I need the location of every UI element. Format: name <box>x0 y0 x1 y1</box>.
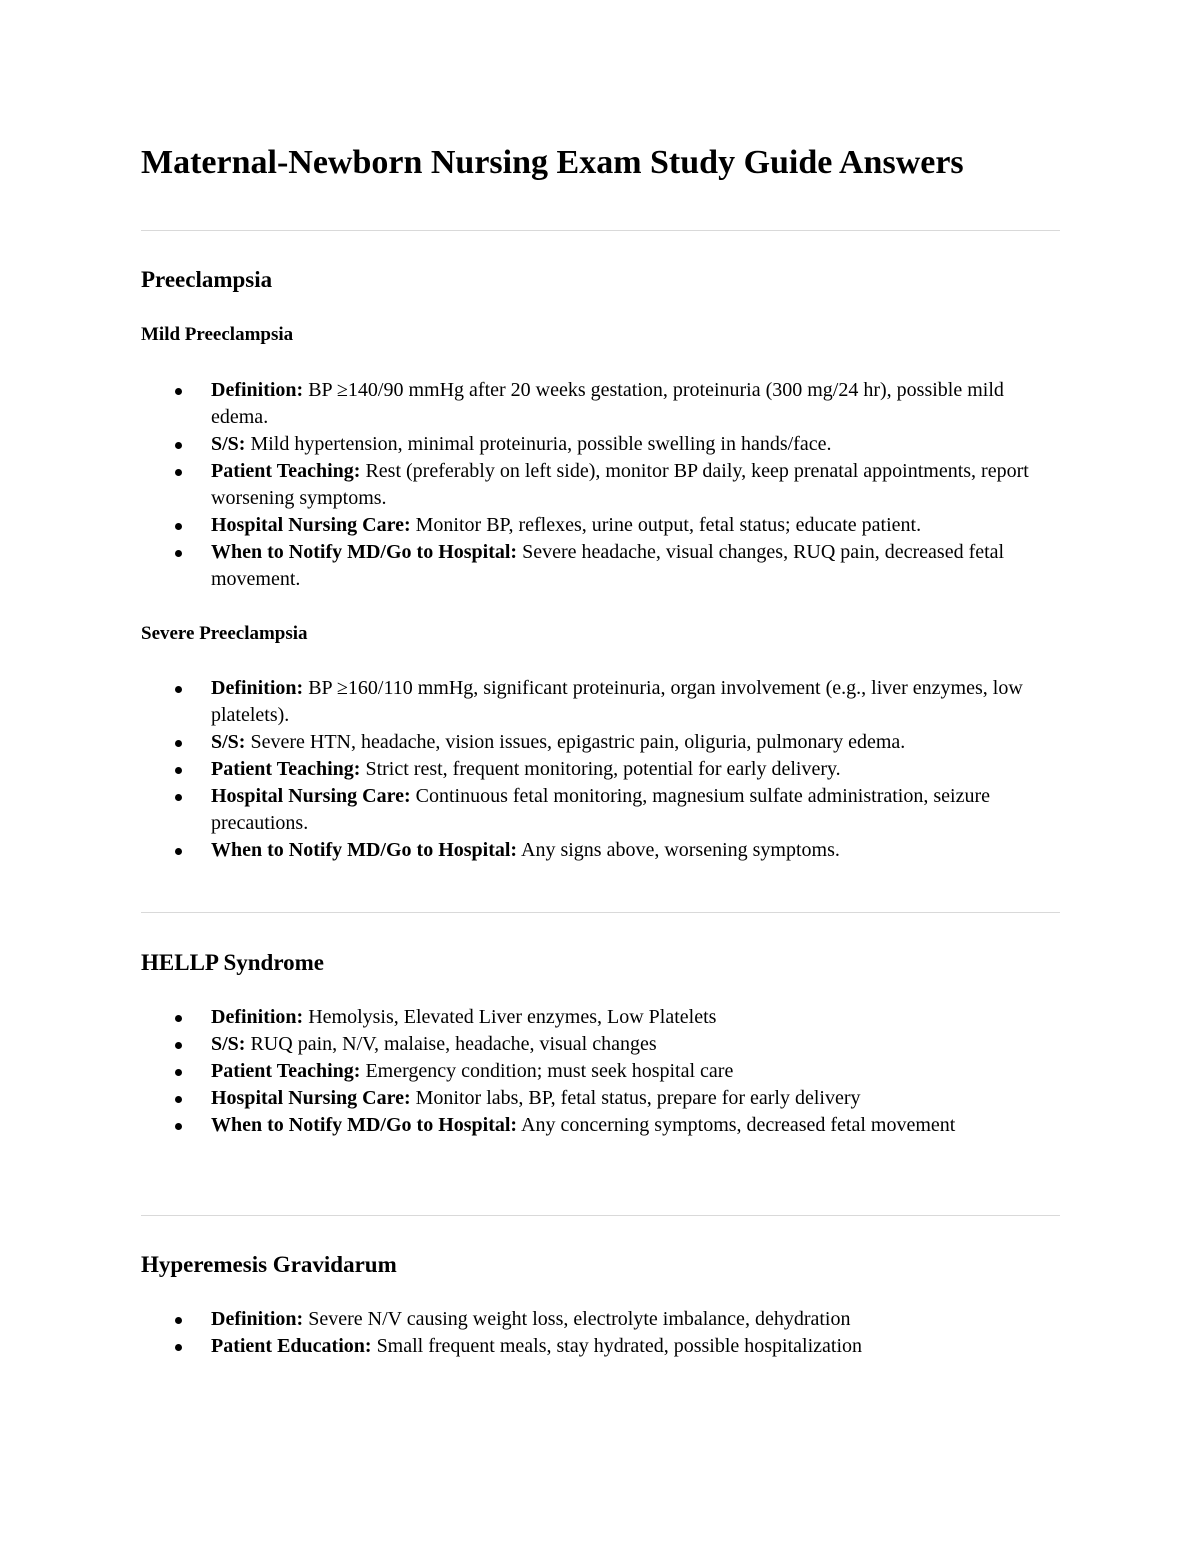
list-item <box>141 837 1061 864</box>
item-text: Mild hypertension, minimal proteinuria, possible swelling in hands/face. <box>250 433 832 455</box>
item-label: S/S: <box>211 433 246 455</box>
hyperemesis-list <box>141 1306 1060 1360</box>
subheading-mild-preeclampsia: Mild Preeclampsia <box>141 324 294 345</box>
item-text: RUQ pain, N/V, malaise, headache, visual changes <box>250 1033 657 1055</box>
list-item <box>141 1004 1061 1031</box>
item-text: Rest (preferably on left side), monitor BP daily, keep prenatal appointments, report worsening symptoms. <box>211 460 1029 509</box>
list-item <box>141 675 1061 729</box>
item-text: Severe N/V causing weight loss, electrolyte imbalance, dehydration <box>308 1308 851 1330</box>
section-heading-hellp: HELLP Syndrome <box>141 950 324 975</box>
list-item <box>141 1333 1061 1360</box>
item-label: Patient Teaching: <box>211 1060 361 1082</box>
item-text: Strict rest, frequent monitoring, potential for early delivery. <box>365 758 841 780</box>
item-label: Hospital Nursing Care: <box>211 1087 411 1109</box>
item-text: Monitor BP, reflexes, urine output, fetal status; educate patient. <box>415 514 922 536</box>
item-text: Severe headache, visual changes, RUQ pain, decreased fetal movement. <box>211 541 1005 590</box>
list-item <box>141 377 1061 431</box>
item-text: Hemolysis, Elevated Liver enzymes, Low Platelets <box>308 1006 717 1028</box>
item-text: Monitor labs, BP, fetal status, prepare for early delivery <box>415 1087 861 1109</box>
item-label: When to Notify MD/Go to Hospital: <box>211 839 518 861</box>
item-label: Hospital Nursing Care: <box>211 785 411 807</box>
list-item <box>141 1085 1061 1112</box>
page-title: Maternal-Newborn Nursing Exam Study Guide Answers <box>141 144 964 181</box>
list-item <box>141 539 1061 593</box>
item-text: BP ≥140/90 mmHg after 20 weeks gestation, proteinuria (300 mg/24 hr), possible mild edema. <box>211 379 1004 428</box>
divider <box>141 230 1060 231</box>
list-item <box>141 1112 1061 1139</box>
hellp-list <box>141 1004 1060 1139</box>
item-label: Definition: <box>211 677 304 699</box>
item-label: S/S: <box>211 731 246 753</box>
list-item <box>141 458 1061 512</box>
list-item <box>141 729 1061 756</box>
item-label: Hospital Nursing Care: <box>211 514 411 536</box>
item-label: Definition: <box>211 1006 304 1028</box>
list-item <box>141 1306 1061 1333</box>
divider <box>141 912 1060 913</box>
item-text: Any signs above, worsening symptoms. <box>521 839 840 861</box>
subheading-severe-preeclampsia: Severe Preeclampsia <box>141 623 308 644</box>
section-heading-hyperemesis: Hyperemesis Gravidarum <box>141 1252 397 1277</box>
item-text: Continuous fetal monitoring, magnesium sulfate administration, seizure precautions. <box>211 785 990 834</box>
item-text: Small frequent meals, stay hydrated, possible hospitalization <box>376 1335 863 1357</box>
item-label: Patient Education: <box>211 1335 372 1357</box>
item-label: When to Notify MD/Go to Hospital: <box>211 541 518 563</box>
item-label: When to Notify MD/Go to Hospital: <box>211 1114 518 1136</box>
list-item <box>141 1058 1061 1085</box>
list-item <box>141 783 1061 837</box>
list-item <box>141 512 1061 539</box>
mild-preeclampsia-list <box>141 377 1060 593</box>
list-item <box>141 431 1061 458</box>
section-heading-preeclampsia: Preeclampsia <box>141 267 273 292</box>
list-item <box>141 756 1061 783</box>
item-label: Patient Teaching: <box>211 460 361 482</box>
item-text: BP ≥160/110 mmHg, significant proteinuria, organ involvement (e.g., liver enzymes, low platelets). <box>211 677 1023 726</box>
severe-preeclampsia-list <box>141 675 1060 864</box>
divider <box>141 1215 1060 1216</box>
item-label: S/S: <box>211 1033 246 1055</box>
item-text: Any concerning symptoms, decreased fetal movement <box>521 1114 956 1136</box>
item-label: Definition: <box>211 379 304 401</box>
item-label: Definition: <box>211 1308 304 1330</box>
item-text: Severe HTN, headache, vision issues, epigastric pain, oliguria, pulmonary edema. <box>250 731 906 753</box>
item-text: Emergency condition; must seek hospital care <box>365 1060 734 1082</box>
item-label: Patient Teaching: <box>211 758 361 780</box>
list-item <box>141 1031 1061 1058</box>
